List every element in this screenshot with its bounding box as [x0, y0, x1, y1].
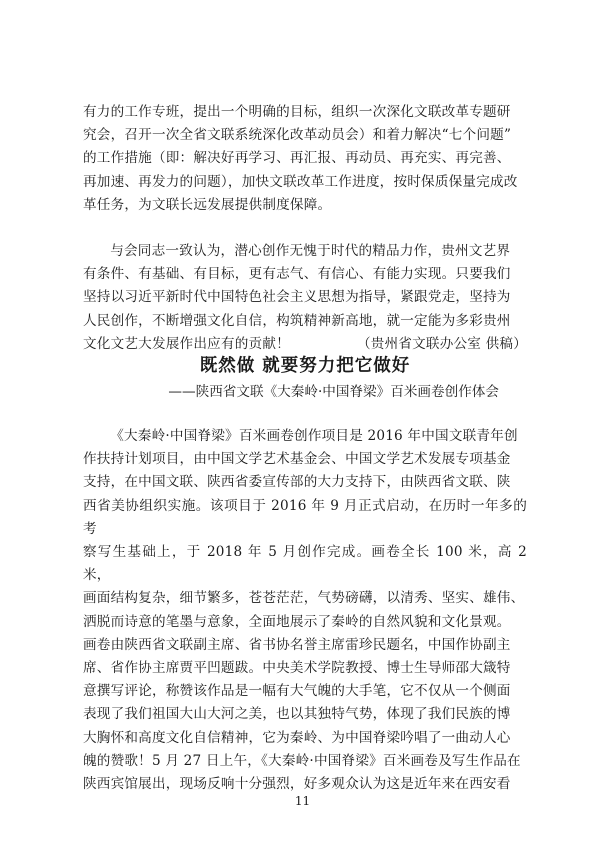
text-line: 有条件、有基础、有目标，更有志气、有信心、有能力实现。只要我们	[83, 266, 511, 283]
text-line: 意撰写评论，称赞该作品是一幅有大气魄的大手笔，它不仅从一个侧面	[83, 683, 511, 700]
text-line: 魄的赞歌！5 月 27 日上午，《大秦岭·中国脊梁》百米画卷及写生作品在	[83, 752, 521, 769]
paragraph-reform-measures	[83, 101, 527, 217]
paragraph-consensus	[83, 240, 527, 356]
text-line: 坚持以习近平新时代中国特色社会主义思想为指导，紧跟党走，坚持为	[83, 289, 511, 306]
text-line: 再加速、再发力的问题），加快文联改革工作进度，按时保质保量完成改	[83, 173, 518, 190]
text-line: 作扶持计划项目，由中国文学艺术基金会、中国文学艺术发展专项基金	[83, 451, 511, 468]
text-line: 陕西宾馆展出，现场反响十分强烈，好多观众认为这是近年来在西安看	[83, 776, 511, 793]
text-line: 西省美协组织实施。该项目于 2016 年 9 月正式启动，在历时一年多的考	[83, 497, 527, 537]
text-line: 表现了我们祖国大山大河之美，也以其独特气势，体现了我们民族的博	[83, 706, 511, 723]
text-line: 席、省作协主席贾平凹题跋。中央美术学院教授、博士生导师邵大箴特	[83, 660, 511, 677]
text-line: 文化文艺大发展作出应有的贡献！	[83, 335, 290, 352]
article-title: 既然做 就要努力把它做好	[199, 356, 411, 376]
text-line: 究会，召开一次全省文联系统深化改革动员会）和着力解决“七个问题”	[83, 127, 512, 144]
text-line: 画卷由陕西省文联副主席、省书协名誉主席雷珍民题名，中国作协副主	[83, 636, 511, 653]
article-subtitle: ——陕西省文联《大秦岭·中国脊梁》百米画卷创作体会	[168, 384, 499, 400]
text-line: 画面结构复杂，细节繁多，苍苍茫茫，气势磅礴，以清秀、坚实、雄伟、	[83, 590, 525, 607]
source-credit: （贵州省文联办公室 供稿）	[356, 335, 527, 352]
text-line: 的工作措施（即：解决好再学习、再汇报、再动员、再充实、再完善、	[83, 150, 511, 167]
text-line: 有力的工作专班，提出一个明确的目标，组织一次深化文联改革专题研	[83, 104, 511, 120]
text-line: 大胸怀和高度文化自信精神，它为秦岭、为中国脊梁吟唱了一曲动人心	[83, 729, 511, 746]
text-line-with-credit	[83, 333, 527, 356]
text-line: 与会同志一致认为，潜心创作无愧于时代的精品力作，贵州文艺界	[110, 243, 511, 259]
text-line: 洒脱而诗意的笔墨与意象，全面地展示了秦岭的自然风貌和文化景观。	[83, 613, 511, 630]
text-line: 察写生基础上，于 2018 年 5 月创作完成。画卷全长 100 米，高 2 米，	[83, 544, 527, 584]
text-line: 人民创作，不断增强文化自信，构筑精神新高地，就一定能为多彩贵州	[83, 312, 511, 329]
text-line: 支持，在中国文联、陕西省委宣传部的大力支持下，由陕西省文联、陕	[83, 474, 511, 491]
text-line: 《大秦岭·中国脊梁》百米画卷创作项目是 2016 年中国文联青年创	[110, 428, 518, 444]
paragraph-painting-project	[83, 425, 527, 796]
page-number: 11	[294, 794, 311, 808]
text-line: 革任务，为文联长远发展提供制度保障。	[83, 196, 332, 213]
